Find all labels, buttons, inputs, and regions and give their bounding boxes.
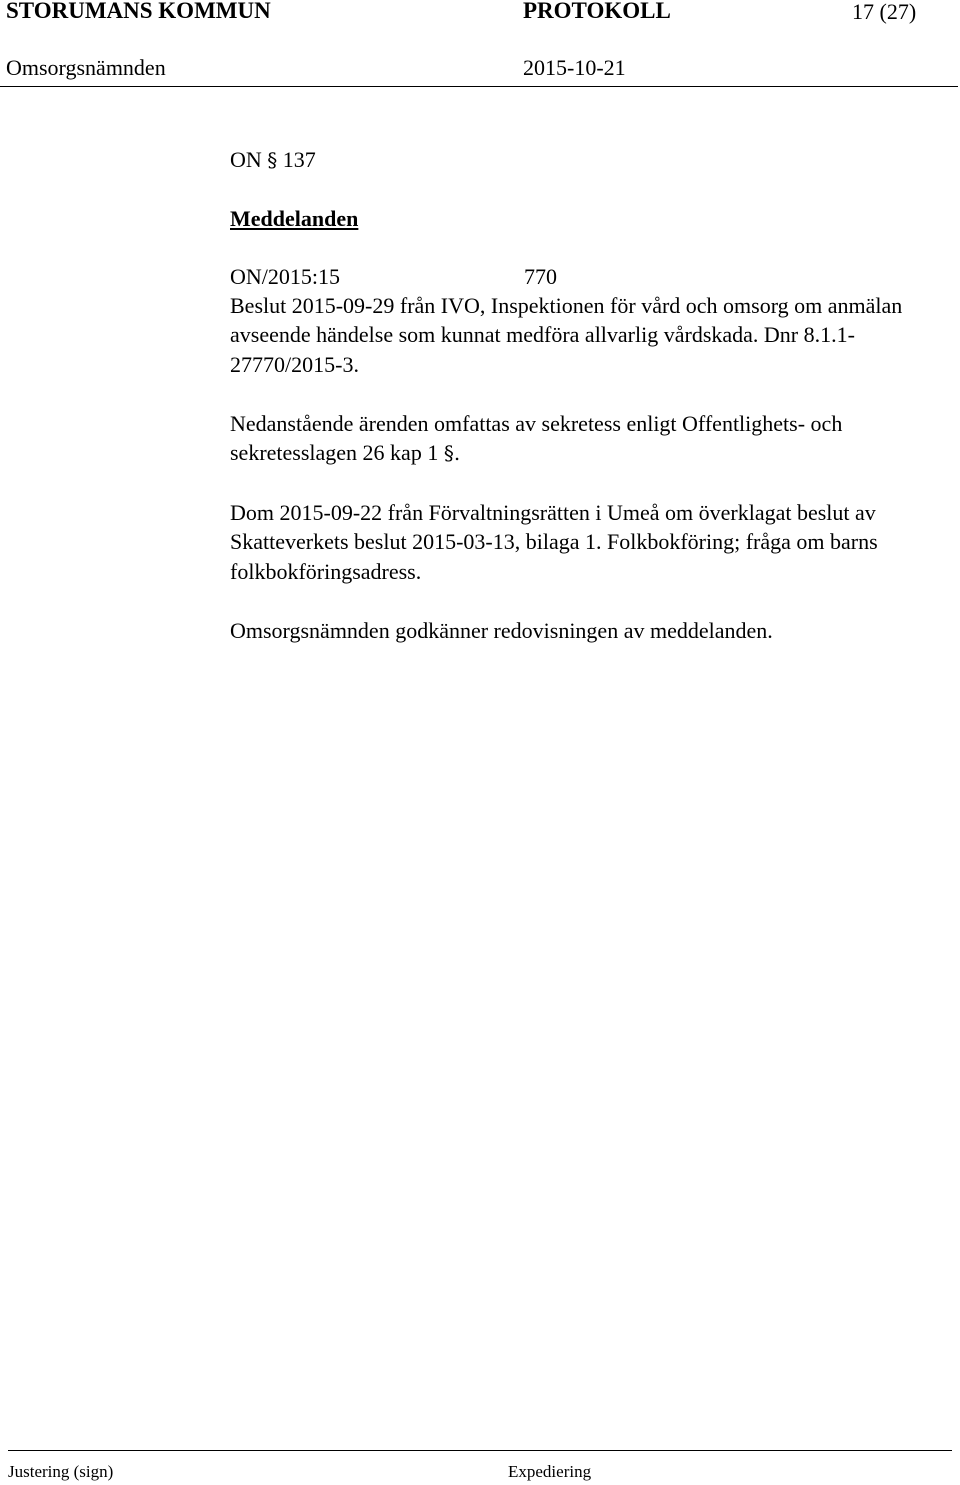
header-divider — [0, 86, 958, 87]
secrecy-note-text: Nedanstående ärenden omfattas av sekretess enligt Offentlighets- och sekretesslagen 26 kap 1 — [230, 411, 843, 466]
reference-code: ON/2015:15 — [230, 264, 340, 289]
committee-name: Omsorgsnämnden — [6, 55, 166, 80]
reference-number: 770 — [524, 264, 557, 289]
organization-name: STORUMANS KOMMUN — [6, 0, 271, 23]
message-item-2: Dom 2015-09-22 från Förvaltningsrätten i Umeå om överklagat beslut av Skatteverkets beslut 2015-03-13, bilaga 1. Folkbokföring; fråga om barns folkbokföringsadress. — [230, 500, 878, 584]
page-number: 17 (27) — [852, 0, 917, 24]
footer-divider — [8, 1450, 952, 1451]
section-prefix: ON — [230, 147, 262, 172]
justering-label: Justering (sign) — [8, 1462, 114, 1481]
section-title: Meddelanden — [230, 206, 359, 231]
section-number — [230, 145, 316, 175]
message-item-1: Beslut 2015-09-29 från IVO, Inspektionen för vård och omsorg om anmälan avseende händelse som kunnat medföra allvarlig vårdskada. Dnr 8.1.1-27770/2015-3. — [230, 293, 903, 377]
document-type: PROTOKOLL — [523, 0, 671, 23]
meeting-date: 2015-10-21 — [523, 55, 626, 80]
expediering-label: Expediering — [508, 1462, 592, 1481]
section-num: 137 — [282, 147, 316, 172]
decision-text: Omsorgsnämnden godkänner redovisningen av meddelanden. — [230, 618, 773, 643]
section-sign-icon: § — [267, 148, 278, 172]
secrecy-note-sign: §. — [443, 441, 461, 466]
secrecy-note — [230, 409, 910, 469]
